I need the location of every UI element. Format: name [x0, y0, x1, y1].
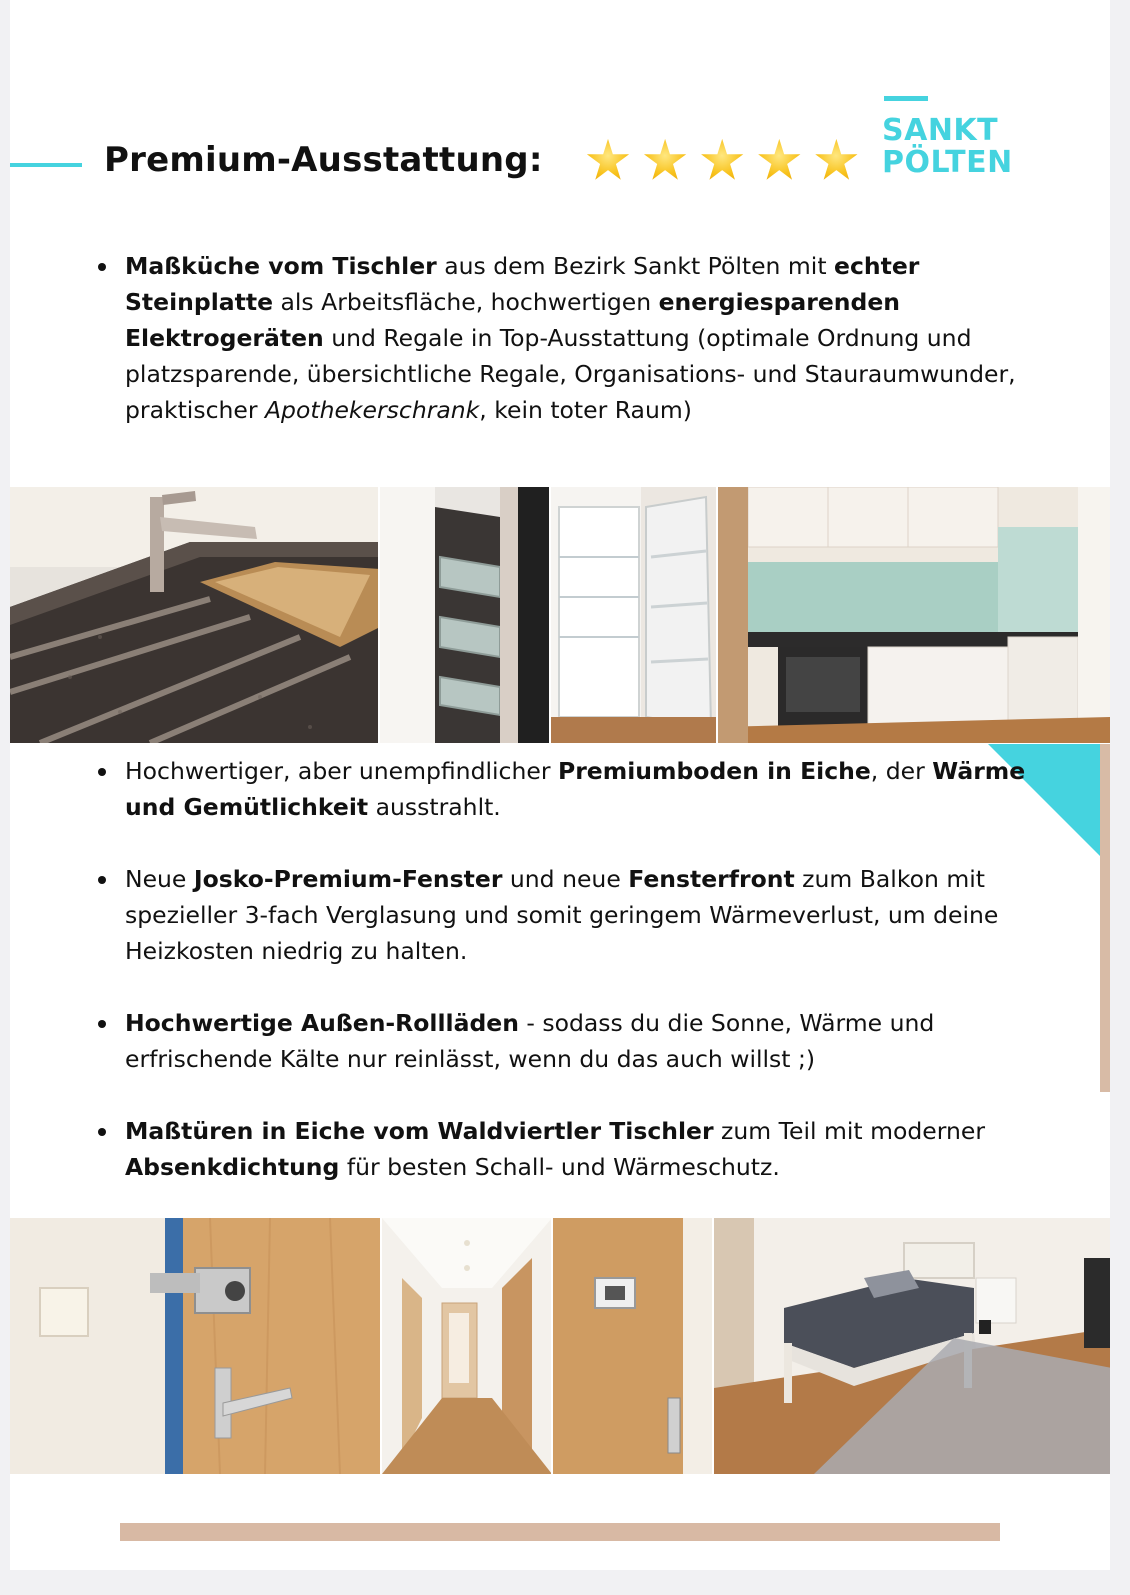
feature-list-amenities — [10, 753, 1050, 1221]
feature-text: ausstrahlt. — [368, 793, 501, 821]
logo-line-2: PÖLTEN — [882, 145, 1013, 180]
feature-text: aus dem Bezirk Sankt Pölten mit — [436, 252, 835, 280]
sankt-poelten-logo — [882, 96, 1022, 179]
side-accent-strip — [1100, 744, 1110, 1092]
photo-kitchen-overview — [718, 487, 1110, 743]
door-lock-image — [10, 1218, 382, 1474]
photo-bedroom — [714, 1218, 1110, 1474]
hallway-image — [382, 1218, 552, 1474]
star-rating — [586, 138, 866, 186]
feature-italic-text: Apothekerschrank — [264, 396, 480, 424]
feature-bold-text: Hochwertige Außen-Rollläden — [125, 1009, 519, 1037]
logo-line-1: SANKT — [882, 113, 999, 148]
photo-pharmacy-cabinet — [380, 487, 551, 743]
bedroom-image — [714, 1218, 1110, 1474]
photo-stone-countertop-sink — [10, 487, 380, 743]
star-icon — [643, 138, 687, 182]
feature-text: , kein toter Raum) — [479, 396, 692, 424]
feature-text: - sodass du die Sonne, Wärme und erfrischende Kälte nur reinlässt, wenn du das auch willst ;) — [125, 1009, 935, 1073]
feature-list-kitchen — [10, 248, 1050, 464]
star-icon — [700, 138, 744, 182]
kitchen-overview-image — [718, 487, 1110, 743]
feature-item-windows — [10, 861, 1050, 969]
feature-bold-text: Premiumboden in Eiche — [557, 757, 871, 785]
photo-hallway — [382, 1218, 553, 1474]
star-icon — [814, 138, 858, 182]
feature-text: für besten Schall- und Wärmeschutz. — [339, 1153, 780, 1181]
star-icon — [586, 138, 630, 182]
feature-item-floor — [10, 753, 1050, 825]
feature-text: und Regale in Top-Ausstattung (optimale Ordnung und platzsparende, übersichtliche Regale, Organisations- und Stauraumwunder, praktischer — [125, 324, 1016, 424]
photo-door-lock — [10, 1218, 382, 1474]
feature-bold-text: Maßküche vom Tischler — [125, 252, 437, 280]
feature-text: Hochwertiger, aber unempfindlicher — [125, 757, 558, 785]
feature-bold-text: energiesparenden Elektrogeräten — [125, 288, 901, 352]
feature-item-shutters — [10, 1005, 1050, 1077]
feature-text: als Arbeitsfläche, hochwertigen — [273, 288, 659, 316]
logo-accent-bar — [884, 96, 928, 101]
feature-bold-text: Wärme und Gemütlichkeit — [125, 757, 1026, 821]
feature-bold-text: Josko-Premium-Fenster — [193, 865, 503, 893]
interior-photo-strip — [10, 1218, 1110, 1474]
title-accent-line — [10, 163, 82, 167]
page-title: Premium-Ausstattung: — [104, 140, 543, 180]
kitchen-photo-strip — [10, 487, 1110, 743]
door-handle-image — [553, 1218, 713, 1474]
feature-bold-text: echter Steinplatte — [125, 252, 920, 316]
pharmacy-cabinet-image — [380, 487, 550, 743]
bottom-accent-bar — [120, 1523, 1000, 1541]
feature-text: zum Teil mit moderner — [713, 1117, 985, 1145]
feature-text: , der — [870, 757, 933, 785]
feature-text: zum Balkon mit spezieller 3-fach Verglasung und somit geringem Wärmeverlust, um deine Heizkosten niedrig zu halten. — [125, 865, 999, 965]
photo-fridge — [551, 487, 718, 743]
countertop-sink-image — [10, 487, 380, 743]
feature-bold-text: Absenkdichtung — [125, 1153, 340, 1181]
brochure-page — [10, 0, 1110, 1570]
photo-door-handle — [553, 1218, 714, 1474]
feature-text: Neue — [125, 865, 194, 893]
feature-item-doors — [10, 1113, 1050, 1185]
feature-bold-text: Fensterfront — [628, 865, 795, 893]
star-icon — [757, 138, 801, 182]
feature-bold-text: Maßtüren in Eiche vom Waldviertler Tischler — [125, 1117, 714, 1145]
feature-item-kitchen — [10, 248, 1050, 428]
feature-text: und neue — [502, 865, 629, 893]
fridge-image — [551, 487, 717, 743]
